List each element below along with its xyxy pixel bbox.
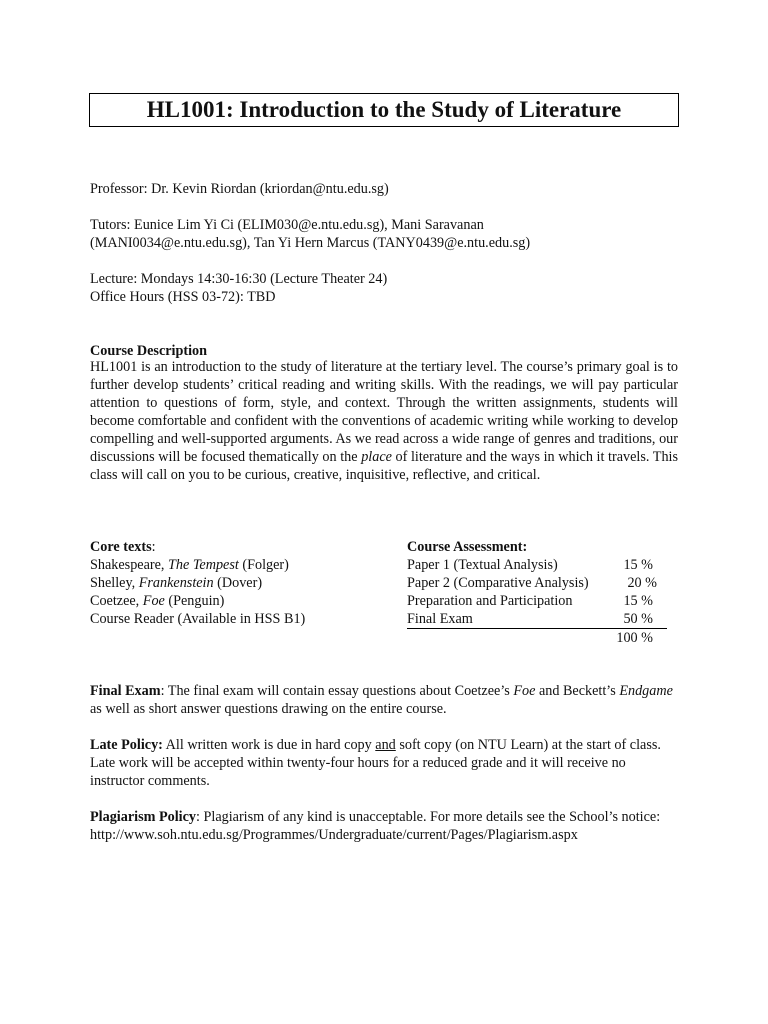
plagiarism-policy-heading: Plagiarism Policy bbox=[90, 809, 196, 825]
core-text-publisher: (Dover) bbox=[213, 575, 263, 591]
late-policy-text: All written work is due in hard copy bbox=[162, 737, 376, 753]
course-description-text bbox=[90, 358, 678, 484]
core-text-item bbox=[90, 610, 390, 628]
assessment-total-row bbox=[407, 629, 667, 647]
assessment-row bbox=[407, 610, 667, 629]
final-exam-text: and Beckett’s bbox=[535, 683, 620, 699]
course-description-part1: HL1001 is an introduction to the study of literature at the tertiary level. The course’s primary goal is to further develop students’ critical reading and writing skills. With the readings, we will pay particular attention to questions of form, style, and context. Through the written assignments, students will become comfortable and confident with the conventions of academic writing while working to develop compelling and well-supported arguments. As we read across a wide range of genres and traditions, our discussions will be focused thematically on the bbox=[90, 359, 678, 465]
core-text-author: Coetzee, bbox=[90, 593, 143, 609]
assessment-percent: 15 % bbox=[623, 593, 653, 609]
assessment-row bbox=[407, 556, 667, 574]
core-texts-heading-row bbox=[90, 538, 390, 556]
assessment-label: Paper 1 (Textual Analysis) bbox=[407, 557, 558, 573]
core-text-author: Shakespeare, bbox=[90, 557, 168, 573]
core-texts-heading: Core texts bbox=[90, 539, 152, 555]
core-texts-section bbox=[90, 538, 390, 628]
core-text-publisher: (Penguin) bbox=[164, 593, 225, 609]
final-exam-heading: Final Exam bbox=[90, 683, 161, 699]
assessment-label: Preparation and Participation bbox=[407, 593, 573, 609]
late-policy-heading: Late Policy: bbox=[90, 737, 163, 753]
course-title: HL1001: Introduction to the Study of Literature bbox=[89, 93, 679, 127]
core-text-title: The Tempest bbox=[168, 557, 239, 573]
assessment-row bbox=[407, 574, 667, 592]
tutors-line-1: Tutors: Eunice Lim Yi Ci (ELIM030@e.ntu.edu.sg), Mani Saravanan bbox=[90, 217, 484, 233]
assessment-row bbox=[407, 592, 667, 610]
core-text-author: Shelley, bbox=[90, 575, 139, 591]
course-assessment-section bbox=[407, 538, 667, 647]
core-texts-heading-suffix: : bbox=[151, 539, 156, 555]
assessment-percent: 15 % bbox=[623, 557, 653, 573]
late-policy-text: soft copy (on NTU Learn) at the start of class. Late work will be accepted within twenty-four hours for a reduced grade and it will receive no instructor comments. bbox=[90, 737, 661, 789]
core-text-title: Foe bbox=[142, 593, 165, 609]
course-description-emph: place bbox=[361, 449, 392, 465]
plagiarism-policy-paragraph bbox=[90, 808, 678, 844]
course-description-part2: of literature and the ways in which it travels. This class will call on you to be curious, creative, inquisitive, reflective, and critical. bbox=[90, 449, 678, 483]
professor-line: Professor: Dr. Kevin Riordan (kriordan@ntu.edu.sg) bbox=[90, 181, 389, 197]
final-exam-emph: Endgame bbox=[619, 683, 673, 699]
course-description-heading: Course Description bbox=[90, 343, 208, 359]
core-text-title: Frankenstein bbox=[138, 575, 214, 591]
late-policy-underlined: and bbox=[375, 737, 396, 753]
lecture-line: Lecture: Mondays 14:30-16:30 (Lecture Theater 24) bbox=[90, 271, 388, 287]
course-assessment-heading: Course Assessment: bbox=[407, 539, 528, 555]
core-text-item bbox=[90, 592, 390, 610]
core-text-item bbox=[90, 574, 390, 592]
assessment-percent: 20 % bbox=[627, 575, 657, 591]
assessment-label: Final Exam bbox=[407, 611, 473, 627]
assessment-label: Paper 2 (Comparative Analysis) bbox=[407, 575, 589, 591]
late-policy-paragraph bbox=[90, 736, 678, 790]
tutors-line-2: (MANI0034@e.ntu.edu.sg), Tan Yi Hern Marcus (TANY0439@e.ntu.edu.sg) bbox=[90, 235, 531, 251]
core-text-item bbox=[90, 556, 390, 574]
plagiarism-policy-text: : Plagiarism of any kind is unacceptable. For more details see the School’s notice: http://www.soh.ntu.edu.sg/Programmes/Undergraduate/current/Pages/Plagiarism.aspx bbox=[90, 809, 661, 843]
final-exam-text: : The final exam will contain essay questions about Coetzee’s bbox=[160, 683, 514, 699]
final-exam-text: as well as short answer questions drawing on the entire course. bbox=[90, 701, 447, 717]
core-text-author: Course Reader (Available in HSS B1) bbox=[90, 611, 306, 627]
final-exam-emph: Foe bbox=[513, 683, 536, 699]
office-hours-line: Office Hours (HSS 03-72): TBD bbox=[90, 289, 276, 305]
final-exam-paragraph bbox=[90, 682, 678, 718]
core-text-publisher: (Folger) bbox=[238, 557, 289, 573]
assessment-total: 100 % bbox=[616, 630, 653, 646]
assessment-percent: 50 % bbox=[623, 611, 653, 627]
